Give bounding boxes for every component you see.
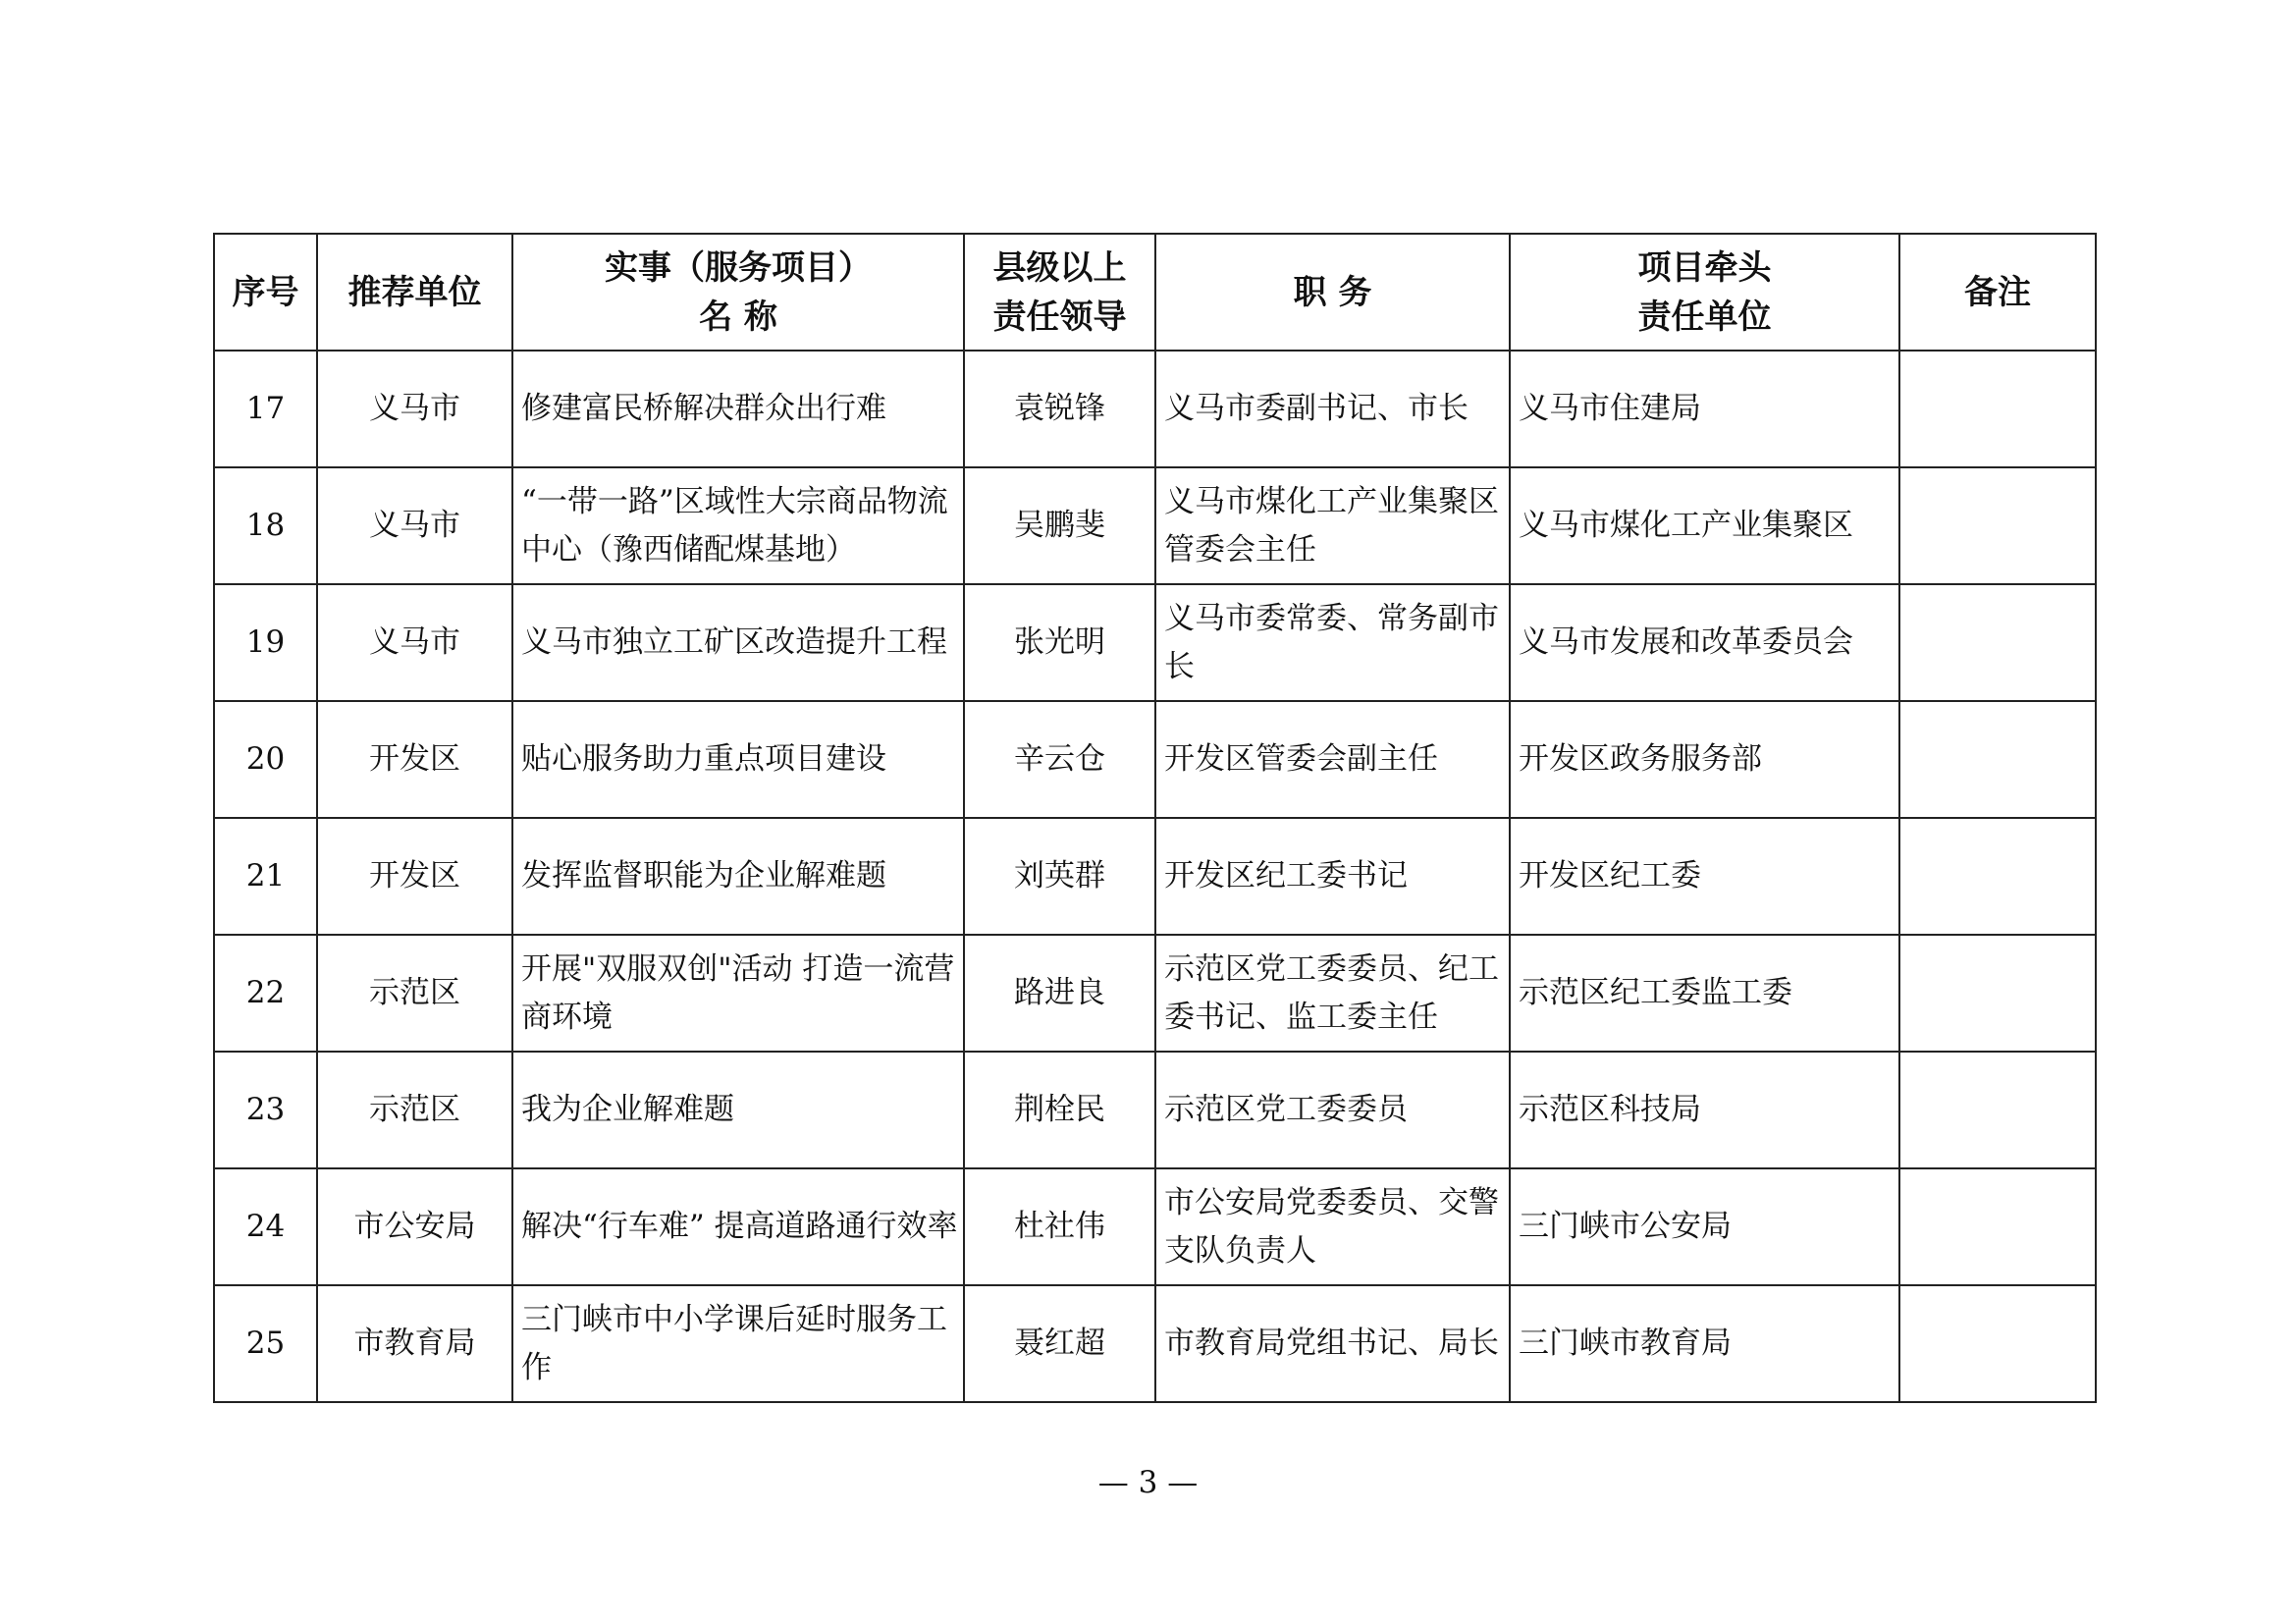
cell-leader: 刘英群 [964, 818, 1155, 935]
table-row [214, 1052, 2096, 1168]
cell-leader: 辛云仓 [964, 701, 1155, 818]
cell-lead-unit: 开发区纪工委 [1510, 818, 1899, 935]
cell-seq: 18 [214, 467, 317, 584]
cell-unit: 市公安局 [317, 1168, 512, 1285]
cell-remark [1899, 1168, 2096, 1285]
header-project-line1: 实事（服务项目） [605, 247, 872, 288]
header-lead-unit-line2: 责任单位 [1637, 297, 1772, 337]
cell-unit: 义马市 [317, 584, 512, 701]
page-number: — 3 — [1097, 1465, 1199, 1500]
table-row [214, 1285, 2096, 1402]
cell-leader: 张光明 [964, 584, 1155, 701]
cell-position: 开发区纪工委书记 [1155, 818, 1510, 935]
cell-seq: 19 [214, 584, 317, 701]
cell-remark [1899, 701, 2096, 818]
table-row [214, 701, 2096, 818]
table-row [214, 818, 2096, 935]
cell-leader: 荆栓民 [964, 1052, 1155, 1168]
cell-project: 三门峡市中小学课后延时服务工作 [512, 1285, 964, 1402]
cell-project: “一带一路”区域性大宗商品物流中心（豫西储配煤基地） [512, 467, 964, 584]
header-lead-unit-line1: 项目牵头 [1637, 247, 1772, 288]
projects-table [213, 233, 2097, 1403]
cell-project: 发挥监督职能为企业解难题 [512, 818, 964, 935]
table-row [214, 351, 2096, 467]
header-project [512, 234, 964, 351]
cell-leader: 袁锐锋 [964, 351, 1155, 467]
header-unit: 推荐单位 [317, 234, 512, 351]
cell-project: 我为企业解难题 [512, 1052, 964, 1168]
cell-leader: 杜社伟 [964, 1168, 1155, 1285]
table-row [214, 1168, 2096, 1285]
cell-project: 开展"双服双创"活动 打造一流营商环境 [512, 935, 964, 1052]
header-position: 职 务 [1155, 234, 1510, 351]
cell-unit: 市教育局 [317, 1285, 512, 1402]
cell-remark [1899, 1285, 2096, 1402]
cell-position: 示范区党工委委员、纪工委书记、监工委主任 [1155, 935, 1510, 1052]
cell-lead-unit: 示范区科技局 [1510, 1052, 1899, 1168]
cell-unit: 示范区 [317, 935, 512, 1052]
cell-remark [1899, 584, 2096, 701]
cell-project: 解决“行车难” 提高道路通行效率 [512, 1168, 964, 1285]
cell-lead-unit: 示范区纪工委监工委 [1510, 935, 1899, 1052]
table-row [214, 467, 2096, 584]
cell-unit: 义马市 [317, 467, 512, 584]
cell-unit: 开发区 [317, 701, 512, 818]
cell-remark [1899, 935, 2096, 1052]
cell-position: 义马市煤化工产业集聚区管委会主任 [1155, 467, 1510, 584]
cell-lead-unit: 三门峡市公安局 [1510, 1168, 1899, 1285]
cell-seq: 23 [214, 1052, 317, 1168]
cell-seq: 17 [214, 351, 317, 467]
cell-position: 义马市委常委、常务副市长 [1155, 584, 1510, 701]
cell-leader: 聂红超 [964, 1285, 1155, 1402]
cell-lead-unit: 义马市发展和改革委员会 [1510, 584, 1899, 701]
header-remark: 备注 [1899, 234, 2096, 351]
cell-position: 开发区管委会副主任 [1155, 701, 1510, 818]
cell-remark [1899, 351, 2096, 467]
cell-lead-unit: 开发区政务服务部 [1510, 701, 1899, 818]
header-lead-unit [1510, 234, 1899, 351]
cell-position: 市教育局党组书记、局长 [1155, 1285, 1510, 1402]
header-seq: 序号 [214, 234, 317, 351]
header-project-line2: 名 称 [699, 297, 777, 337]
cell-seq: 22 [214, 935, 317, 1052]
cell-unit: 示范区 [317, 1052, 512, 1168]
cell-lead-unit: 义马市煤化工产业集聚区 [1510, 467, 1899, 584]
cell-seq: 25 [214, 1285, 317, 1402]
cell-remark [1899, 818, 2096, 935]
cell-lead-unit: 义马市住建局 [1510, 351, 1899, 467]
cell-leader: 吴鹏斐 [964, 467, 1155, 584]
cell-leader: 路进良 [964, 935, 1155, 1052]
cell-position: 市公安局党委委员、交警支队负责人 [1155, 1168, 1510, 1285]
header-leader-line1: 县级以上 [992, 247, 1127, 288]
cell-seq: 24 [214, 1168, 317, 1285]
cell-remark [1899, 1052, 2096, 1168]
cell-position: 义马市委副书记、市长 [1155, 351, 1510, 467]
cell-seq: 21 [214, 818, 317, 935]
header-row [214, 234, 2096, 351]
cell-seq: 20 [214, 701, 317, 818]
cell-unit: 开发区 [317, 818, 512, 935]
header-leader-line2: 责任领导 [992, 297, 1127, 337]
table-row [214, 584, 2096, 701]
cell-remark [1899, 467, 2096, 584]
cell-project: 贴心服务助力重点项目建设 [512, 701, 964, 818]
cell-project: 义马市独立工矿区改造提升工程 [512, 584, 964, 701]
header-leader [964, 234, 1155, 351]
cell-lead-unit: 三门峡市教育局 [1510, 1285, 1899, 1402]
table-row [214, 935, 2096, 1052]
cell-unit: 义马市 [317, 351, 512, 467]
cell-project: 修建富民桥解决群众出行难 [512, 351, 964, 467]
cell-position: 示范区党工委委员 [1155, 1052, 1510, 1168]
